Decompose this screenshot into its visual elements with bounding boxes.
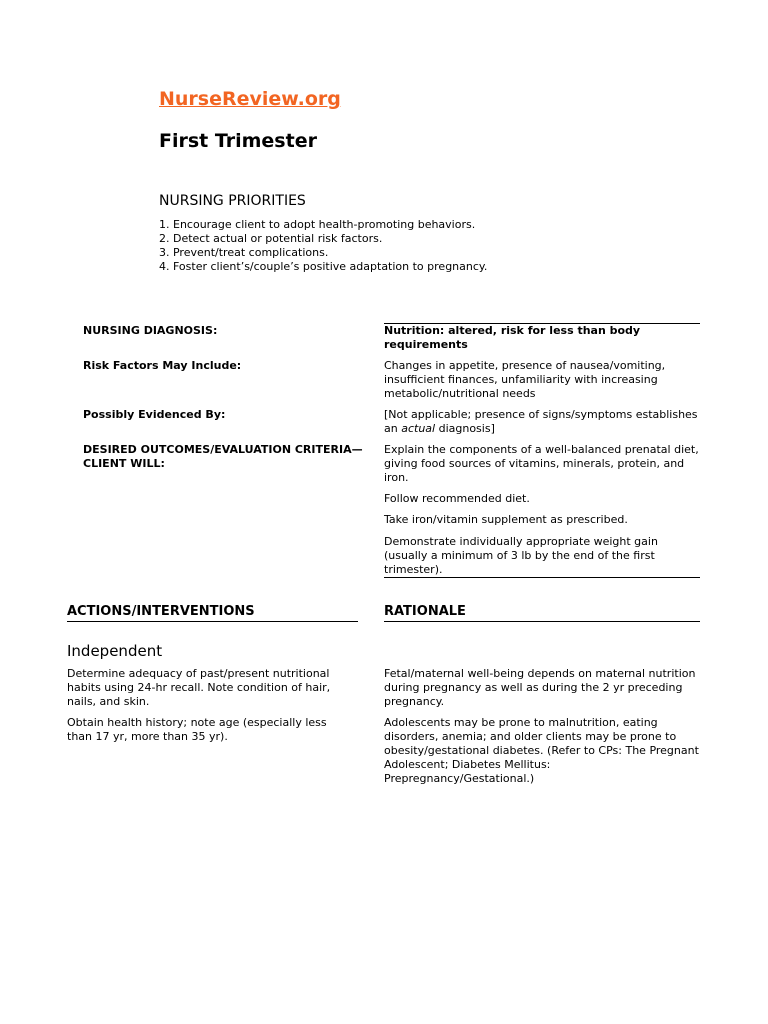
outcome-item: Demonstrate individually appropriate weight gain (usually a minimum of 3 lb by the end of the first trimester). (384, 535, 658, 576)
priorities-list (159, 218, 487, 274)
risk-factors-value: Changes in appetite, presence of nausea/vomiting, insufficient finances, unfamiliarity with increasing metabolic/nutritional needs (384, 359, 666, 400)
risk-factors-label: Risk Factors May Include: (83, 359, 242, 372)
action-item: Obtain health history; note age (especially less than 17 yr, more than 35 yr). (67, 716, 327, 743)
priority-item: 1. Encourage client to adopt health-promoting behaviors. (159, 218, 476, 231)
priority-item: 2. Detect actual or potential risk factors. (159, 232, 383, 245)
evidenced-by-emphasis: actual (401, 422, 436, 435)
actions-heading-rule (67, 621, 358, 622)
page-title: First Trimester (159, 130, 317, 152)
priority-item: 4. Foster client’s/couple’s positive adaptation to pregnancy. (159, 260, 488, 273)
outcome-item: Follow recommended diet. (384, 492, 530, 505)
rationale-item: Adolescents may be prone to malnutrition, eating disorders, anemia; and older clients may be prone to obesity/gestational diabetes. (Refer to CPs: The Pregnant Adolescent; Diabetes Mellitus: Prepregnancy/Gestational.) (384, 716, 699, 785)
outcome-item: Explain the components of a well-balanced prenatal diet, giving food sources of vitamins, minerals, protein, and iron. (384, 443, 699, 484)
priority-item: 3. Prevent/treat complications. (159, 246, 329, 259)
outcome-item: Take iron/vitamin supplement as prescribed. (384, 513, 628, 526)
rationale-item: Fetal/maternal well-being depends on maternal nutrition during pregnancy as well as during the 2 yr preceding pregnancy. (384, 667, 696, 708)
evidenced-by-text: [Not applicable; presence of signs/symptoms establishes an (384, 408, 698, 435)
diagnosis-bottom-rule (384, 577, 700, 578)
evidenced-by-value (384, 408, 704, 436)
site-link[interactable]: NurseReview.org (159, 88, 341, 110)
evidenced-by-text-end: diagnosis] (435, 422, 495, 435)
outcomes-label: DESIRED OUTCOMES/EVALUATION CRITERIA—CLIENT WILL: (83, 443, 363, 470)
rationale-heading: RATIONALE (384, 604, 466, 619)
nursing-diagnosis-value: Nutrition: altered, risk for less than body requirements (384, 324, 641, 351)
action-item: Determine adequacy of past/present nutritional habits using 24-hr recall. Note condition of hair, nails, and skin. (67, 667, 331, 708)
nursing-diagnosis-label: NURSING DIAGNOSIS: (83, 324, 218, 337)
rationale-heading-rule (384, 621, 700, 622)
actions-heading: ACTIONS/INTERVENTIONS (67, 604, 255, 619)
independent-subheading: Independent (67, 642, 163, 660)
nursing-priorities-heading: NURSING PRIORITIES (159, 193, 306, 209)
evidenced-by-label: Possibly Evidenced By: (83, 408, 226, 421)
